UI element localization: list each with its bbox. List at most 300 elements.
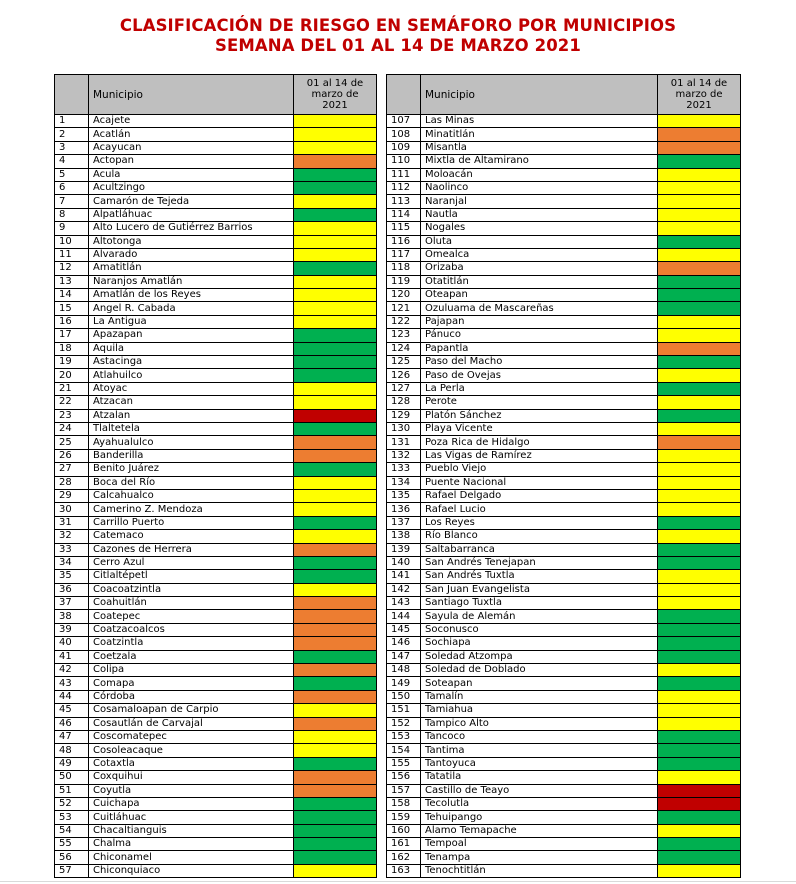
municipio-name: Orizaba [421, 262, 658, 275]
table-row [387, 436, 741, 449]
table-row [387, 449, 741, 462]
municipio-name: Oluta [421, 235, 658, 248]
table-row [55, 583, 377, 596]
risk-color-cell-yellow [658, 248, 741, 261]
municipio-number: 10 [55, 235, 89, 248]
municipio-name: San Andrés Tenejapan [421, 556, 658, 569]
risk-color-cell-green [658, 610, 741, 623]
municipio-number: 114 [387, 208, 421, 221]
municipio-name: Cosoleacaque [89, 744, 294, 757]
risk-color-cell-green [658, 409, 741, 422]
table-row [387, 342, 741, 355]
municipio-number: 57 [55, 864, 89, 877]
risk-color-cell-yellow [658, 396, 741, 409]
municipio-number: 35 [55, 570, 89, 583]
municipio-number: 149 [387, 677, 421, 690]
risk-color-cell-green [658, 637, 741, 650]
municipio-number: 112 [387, 181, 421, 194]
number-column-header [55, 75, 89, 115]
risk-color-cell-yellow [658, 664, 741, 677]
risk-color-cell-yellow [658, 530, 741, 543]
municipio-number: 20 [55, 369, 89, 382]
table-row [387, 530, 741, 543]
table-row [387, 503, 741, 516]
table-row [55, 463, 377, 476]
risk-color-cell-green [294, 650, 377, 663]
municipio-name: Cosamaloapan de Carpio [89, 704, 294, 717]
municipio-name: Oteapan [421, 289, 658, 302]
table-row [387, 275, 741, 288]
week-header-line2: marzo de [675, 89, 723, 100]
municipio-number: 4 [55, 155, 89, 168]
risk-color-cell-green [294, 181, 377, 194]
municipio-number: 152 [387, 717, 421, 730]
municipio-number: 2 [55, 128, 89, 141]
municipio-number: 140 [387, 556, 421, 569]
risk-color-cell-yellow [658, 115, 741, 128]
municipio-number: 109 [387, 141, 421, 154]
risk-color-cell-red [658, 797, 741, 810]
municipio-number: 24 [55, 422, 89, 435]
table-row [55, 235, 377, 248]
municipio-name: Tamalín [421, 690, 658, 703]
municipio-number: 125 [387, 356, 421, 369]
table-row [387, 570, 741, 583]
municipio-number: 115 [387, 222, 421, 235]
municipio-number: 45 [55, 704, 89, 717]
municipio-number: 6 [55, 181, 89, 194]
risk-color-cell-yellow [294, 315, 377, 328]
risk-color-cell-green [658, 275, 741, 288]
risk-color-cell-green [658, 235, 741, 248]
table-body [55, 115, 377, 878]
table-row [387, 155, 741, 168]
municipio-number: 38 [55, 610, 89, 623]
municipio-name: Citlaltépetl [89, 570, 294, 583]
risk-color-cell-orange [294, 623, 377, 636]
municipio-name: Coscomatepec [89, 730, 294, 743]
risk-color-cell-green [294, 556, 377, 569]
table-row [387, 623, 741, 636]
municipio-name: Soteapan [421, 677, 658, 690]
report-title: CLASIFICACIÓN DE RIESGO EN SEMÁFORO POR MUNICIPIOS [119, 16, 677, 35]
municipio-name: Coatzacoalcos [89, 623, 294, 636]
municipio-number: 141 [387, 570, 421, 583]
municipio-number: 130 [387, 422, 421, 435]
municipio-number: 122 [387, 315, 421, 328]
municipio-name: Colipa [89, 664, 294, 677]
municipio-name: Naranjos Amatlán [89, 275, 294, 288]
municipio-number: 26 [55, 449, 89, 462]
municipio-name: Tantoyuca [421, 757, 658, 770]
municipio-number: 54 [55, 824, 89, 837]
municipio-name: Mixtla de Altamirano [421, 155, 658, 168]
municipio-name: Coyutla [89, 784, 294, 797]
table-row [55, 356, 377, 369]
risk-color-cell-yellow [294, 302, 377, 315]
municipio-number: 163 [387, 864, 421, 877]
municipio-name: Alvarado [89, 248, 294, 261]
table-row [387, 289, 741, 302]
municipio-name: Banderilla [89, 449, 294, 462]
municipio-name: Atzalan [89, 409, 294, 422]
risk-color-cell-green [658, 811, 741, 824]
table-row [55, 851, 377, 864]
municipio-name: Pánuco [421, 329, 658, 342]
risk-color-cell-orange [658, 128, 741, 141]
table-row [387, 811, 741, 824]
municipio-name: Boca del Río [89, 476, 294, 489]
municipio-name: Perote [421, 396, 658, 409]
risk-color-cell-orange [294, 664, 377, 677]
municipio-name: Pueblo Viejo [421, 463, 658, 476]
risk-color-cell-yellow [658, 690, 741, 703]
table-row [55, 824, 377, 837]
week-header-line1: 01 al 14 de [670, 78, 728, 89]
municipio-name: Coatzintla [89, 637, 294, 650]
municipio-number: 154 [387, 744, 421, 757]
table-row [55, 838, 377, 851]
risk-color-cell-orange [294, 543, 377, 556]
table-header-row [55, 75, 377, 115]
municipio-name: Acatlán [89, 128, 294, 141]
municipio-name: Tlaltetela [89, 422, 294, 435]
risk-color-cell-yellow [294, 530, 377, 543]
municipio-number: 37 [55, 597, 89, 610]
municipio-name: Coacoatzintla [89, 583, 294, 596]
municipio-number: 56 [55, 851, 89, 864]
municipio-number: 1 [55, 115, 89, 128]
table-row [387, 489, 741, 502]
municipio-number: 133 [387, 463, 421, 476]
page-bottom-rule [0, 881, 796, 882]
table-row [387, 650, 741, 663]
municipio-name: Las Minas [421, 115, 658, 128]
municipio-name: Acajete [89, 115, 294, 128]
municipio-number: 40 [55, 637, 89, 650]
table-row [55, 155, 377, 168]
table-body [387, 115, 741, 878]
municipio-number: 36 [55, 583, 89, 596]
risk-color-cell-yellow [658, 476, 741, 489]
table-row [387, 262, 741, 275]
table-row [387, 463, 741, 476]
risk-color-cell-green [658, 556, 741, 569]
risk-color-cell-green [658, 757, 741, 770]
risk-color-cell-yellow [658, 864, 741, 877]
municipio-name: Paso de Ovejas [421, 369, 658, 382]
table-row [55, 115, 377, 128]
municipio-name: Tempoal [421, 838, 658, 851]
risk-color-cell-yellow [294, 476, 377, 489]
municipio-number: 126 [387, 369, 421, 382]
risk-color-cell-green [294, 463, 377, 476]
municipio-number: 19 [55, 356, 89, 369]
risk-color-cell-green [294, 369, 377, 382]
municipio-name: Misantla [421, 141, 658, 154]
risk-color-cell-green [658, 851, 741, 864]
table-row [55, 302, 377, 315]
risk-color-cell-red [658, 784, 741, 797]
table-row [387, 409, 741, 422]
municipio-name: Atoyac [89, 382, 294, 395]
municipio-number: 119 [387, 275, 421, 288]
risk-color-cell-orange [294, 771, 377, 784]
table-row [387, 302, 741, 315]
table-row [387, 664, 741, 677]
risk-color-cell-yellow [658, 422, 741, 435]
municipio-number: 144 [387, 610, 421, 623]
municipio-number: 52 [55, 797, 89, 810]
table-row [387, 583, 741, 596]
table-row [55, 730, 377, 743]
municipio-name: Comapa [89, 677, 294, 690]
municipio-name: Altotonga [89, 235, 294, 248]
table-row [55, 369, 377, 382]
risk-color-cell-green [658, 623, 741, 636]
table-row [55, 128, 377, 141]
municipio-name: Tenampa [421, 851, 658, 864]
municipio-name: Amatitlán [89, 262, 294, 275]
risk-color-cell-yellow [658, 570, 741, 583]
municipio-name: Camarón de Tejeda [89, 195, 294, 208]
municipio-name: Platón Sánchez [421, 409, 658, 422]
municipio-number: 17 [55, 329, 89, 342]
municipio-name: Alto Lucero de Gutiérrez Barrios [89, 222, 294, 235]
table-row [387, 115, 741, 128]
municipio-name: Tehuipango [421, 811, 658, 824]
municipio-name: Angel R. Cabada [89, 302, 294, 315]
municipio-name: Playa Vicente [421, 422, 658, 435]
municipio-name: Cerro Azul [89, 556, 294, 569]
table-row [387, 797, 741, 810]
risk-color-cell-yellow [658, 824, 741, 837]
municipio-name: Cosautlán de Carvajal [89, 717, 294, 730]
risk-color-cell-green [658, 677, 741, 690]
table-row [387, 396, 741, 409]
table-row [55, 329, 377, 342]
municipio-name: Actopan [89, 155, 294, 168]
municipio-name: Sochiapa [421, 637, 658, 650]
municipio-number: 29 [55, 489, 89, 502]
municipio-name: La Perla [421, 382, 658, 395]
municipio-number: 43 [55, 677, 89, 690]
risk-color-cell-green [294, 208, 377, 221]
table-row [55, 543, 377, 556]
risk-color-cell-yellow [658, 463, 741, 476]
risk-color-cell-orange [294, 637, 377, 650]
risk-color-cell-orange [294, 690, 377, 703]
municipio-number: 136 [387, 503, 421, 516]
risk-color-cell-yellow [294, 275, 377, 288]
risk-color-cell-yellow [658, 195, 741, 208]
municipio-name: La Antigua [89, 315, 294, 328]
municipio-name: Nogales [421, 222, 658, 235]
municipio-number: 116 [387, 235, 421, 248]
table-row [55, 409, 377, 422]
municipio-number: 124 [387, 342, 421, 355]
risk-color-cell-orange [658, 436, 741, 449]
risk-color-cell-orange [658, 342, 741, 355]
municipio-number: 123 [387, 329, 421, 342]
risk-color-cell-yellow [294, 222, 377, 235]
municipio-number: 138 [387, 530, 421, 543]
municipio-number: 46 [55, 717, 89, 730]
table-row [387, 824, 741, 837]
municipio-name: Río Blanco [421, 530, 658, 543]
risk-color-cell-yellow [658, 181, 741, 194]
municipio-number: 162 [387, 851, 421, 864]
municipio-name: Tantima [421, 744, 658, 757]
municipio-number: 15 [55, 302, 89, 315]
municipio-number: 129 [387, 409, 421, 422]
municipio-number: 18 [55, 342, 89, 355]
table-row [387, 382, 741, 395]
risk-color-cell-yellow [294, 235, 377, 248]
municipio-number: 110 [387, 155, 421, 168]
table-row [55, 811, 377, 824]
municipio-name: Acula [89, 168, 294, 181]
risk-color-cell-orange [294, 597, 377, 610]
municipio-name: San Andrés Tuxtla [421, 570, 658, 583]
municipio-number: 3 [55, 141, 89, 154]
municipio-name: Cotaxtla [89, 757, 294, 770]
risk-color-cell-orange [658, 262, 741, 275]
table-row [55, 797, 377, 810]
municipio-number: 157 [387, 784, 421, 797]
risk-color-cell-green [294, 422, 377, 435]
table-row [387, 168, 741, 181]
table-row [55, 690, 377, 703]
table-row [387, 771, 741, 784]
table-row [55, 342, 377, 355]
risk-color-cell-yellow [658, 222, 741, 235]
municipio-number: 151 [387, 704, 421, 717]
risk-color-cell-green [658, 356, 741, 369]
risk-color-cell-green [658, 516, 741, 529]
municipio-number: 107 [387, 115, 421, 128]
table-row [55, 784, 377, 797]
risk-color-cell-yellow [294, 289, 377, 302]
number-column-header [387, 75, 421, 115]
municipio-number: 31 [55, 516, 89, 529]
table-row [387, 248, 741, 261]
week-column-header [294, 75, 377, 115]
table-row [55, 704, 377, 717]
municipio-name: Catemaco [89, 530, 294, 543]
table-row [387, 637, 741, 650]
municipio-name: Aquila [89, 342, 294, 355]
risk-color-cell-yellow [658, 704, 741, 717]
municipio-number: 153 [387, 730, 421, 743]
municipio-name: Camerino Z. Mendoza [89, 503, 294, 516]
table-row [387, 597, 741, 610]
municipio-name: Coetzala [89, 650, 294, 663]
municipio-number: 117 [387, 248, 421, 261]
municipio-name: Chiconquiaco [89, 864, 294, 877]
municipio-name: Tenochtitlán [421, 864, 658, 877]
municipio-name: Poza Rica de Hidalgo [421, 436, 658, 449]
municipio-number: 156 [387, 771, 421, 784]
municipio-name: Atzacan [89, 396, 294, 409]
table-row [55, 637, 377, 650]
risk-color-cell-orange [658, 141, 741, 154]
table-row [387, 717, 741, 730]
municipio-number: 12 [55, 262, 89, 275]
municipio-name: Naolinco [421, 181, 658, 194]
table-row [387, 181, 741, 194]
municipio-name: Acayucan [89, 141, 294, 154]
risk-color-cell-green [294, 262, 377, 275]
municipio-number: 22 [55, 396, 89, 409]
table-row [55, 489, 377, 502]
municipio-number: 50 [55, 771, 89, 784]
municipio-number: 128 [387, 396, 421, 409]
municipio-number: 134 [387, 476, 421, 489]
risk-color-cell-yellow [294, 248, 377, 261]
table-row [387, 369, 741, 382]
table-row [55, 623, 377, 636]
municipio-name: Amatlán de los Reyes [89, 289, 294, 302]
risk-color-cell-green [658, 744, 741, 757]
municipio-number: 13 [55, 275, 89, 288]
risk-color-cell-green [294, 570, 377, 583]
municipio-name: Astacinga [89, 356, 294, 369]
table-row [55, 436, 377, 449]
municipio-name: Ayahualulco [89, 436, 294, 449]
municipio-name: Chalma [89, 838, 294, 851]
municipio-name: Coahuitlán [89, 597, 294, 610]
table-row [55, 422, 377, 435]
municipio-number: 7 [55, 195, 89, 208]
risk-color-cell-green [658, 155, 741, 168]
risk-color-cell-green [294, 838, 377, 851]
week-column-header [658, 75, 741, 115]
municipio-name: Alpatláhuac [89, 208, 294, 221]
municipio-name: Chiconamel [89, 851, 294, 864]
risk-color-cell-yellow [658, 583, 741, 596]
municipio-name: Castillo de Teayo [421, 784, 658, 797]
municipio-number: 55 [55, 838, 89, 851]
municipio-column-header: Municipio [89, 75, 294, 115]
risk-color-cell-green [658, 382, 741, 395]
municipio-name: Moloacán [421, 168, 658, 181]
municipio-number: 11 [55, 248, 89, 261]
municipio-number: 118 [387, 262, 421, 275]
table-row [55, 597, 377, 610]
municipio-number: 5 [55, 168, 89, 181]
municipio-number: 42 [55, 664, 89, 677]
table-row [387, 356, 741, 369]
municipio-number: 30 [55, 503, 89, 516]
municipio-name: Tecolutla [421, 797, 658, 810]
municipio-name: Papantla [421, 342, 658, 355]
table-row [55, 556, 377, 569]
table-row [387, 704, 741, 717]
municipio-number: 16 [55, 315, 89, 328]
table-row [387, 690, 741, 703]
municipio-number: 132 [387, 449, 421, 462]
table-row [55, 570, 377, 583]
table-row [55, 181, 377, 194]
municipio-number: 142 [387, 583, 421, 596]
risk-color-cell-yellow [658, 168, 741, 181]
risk-color-cell-yellow [658, 315, 741, 328]
risk-color-cell-yellow [658, 597, 741, 610]
municipio-number: 146 [387, 637, 421, 650]
table-row [55, 315, 377, 328]
municipio-name: Acultzingo [89, 181, 294, 194]
